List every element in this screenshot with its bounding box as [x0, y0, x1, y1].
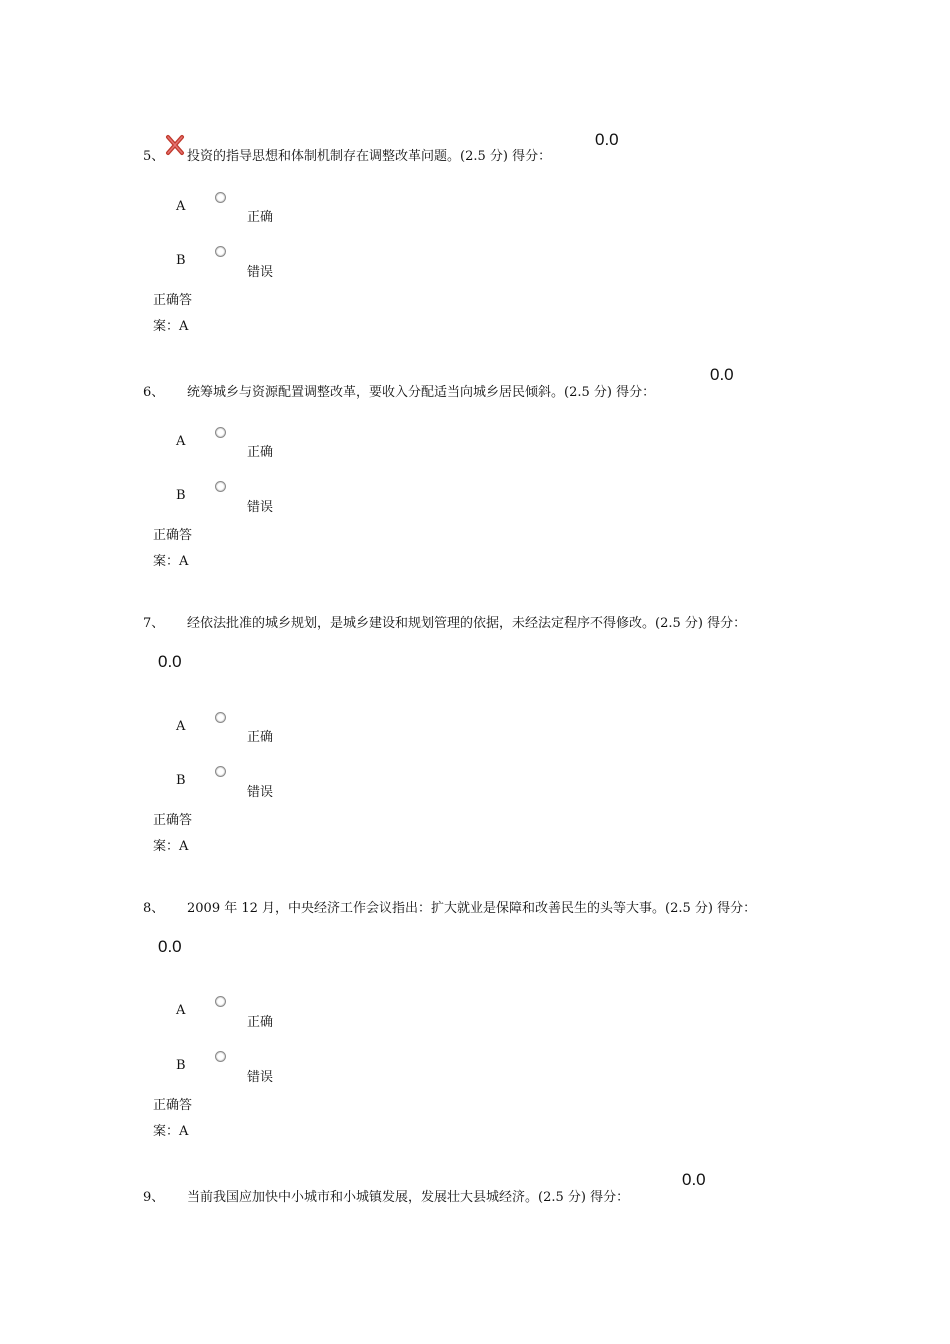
question-number: 6、: [143, 385, 165, 400]
question-text: 经依法批准的城乡规划，是城乡建设和规划管理的依据，未经法定程序不得修改。(2.5 分) 得分：: [187, 616, 747, 631]
option-a-label: 正确: [247, 730, 274, 745]
option-b-radio[interactable]: [215, 481, 226, 492]
option-letter-a: A: [176, 199, 186, 214]
question-number: 5、: [143, 149, 165, 164]
score-value: 0.0: [682, 1170, 706, 1189]
option-a-radio[interactable]: [215, 996, 226, 1007]
score-value: 0.0: [158, 937, 182, 956]
correct-answer-value: 案：A: [153, 319, 189, 334]
option-letter-a: A: [176, 1003, 186, 1018]
score-value: 0.0: [158, 652, 182, 671]
option-a-label: 正确: [247, 445, 274, 460]
correct-answer-value: 案：A: [153, 839, 189, 854]
option-letter-a: A: [176, 434, 186, 449]
option-letter-b: B: [176, 488, 186, 503]
option-letter-b: B: [176, 773, 186, 788]
option-letter-b: B: [176, 253, 186, 268]
score-value: 0.0: [595, 130, 619, 149]
question-number: 9、: [143, 1190, 165, 1205]
option-a-radio[interactable]: [215, 712, 226, 723]
correct-answer-label: 正确答: [153, 813, 193, 828]
correct-answer: [153, 523, 192, 575]
question-number: 7、: [143, 616, 165, 631]
option-b-radio[interactable]: [215, 766, 226, 777]
wrong-mark-icon: [165, 134, 185, 156]
correct-answer-label: 正确答: [153, 528, 193, 543]
option-letter-b: B: [176, 1058, 186, 1073]
option-b-label: 错误: [247, 1070, 274, 1085]
question-text: 2009 年 12 月，中央经济工作会议指出：扩大就业是保障和改善民生的头等大事。(2.5 分) 得分：: [187, 901, 757, 916]
question-text: 统筹城乡与资源配置调整改革，要收入分配适当向城乡居民倾斜。(2.5 分) 得分：: [187, 385, 656, 400]
correct-answer-label: 正确答: [153, 293, 193, 308]
correct-answer-label: 正确答: [153, 1098, 193, 1113]
correct-answer: [153, 288, 192, 340]
score-value: 0.0: [710, 365, 734, 384]
option-letter-a: A: [176, 719, 186, 734]
option-b-label: 错误: [247, 265, 274, 280]
question-text: 投资的指导思想和体制机制存在调整改革问题。(2.5 分) 得分：: [187, 149, 552, 164]
option-a-label: 正确: [247, 210, 274, 225]
correct-answer: [153, 1093, 192, 1145]
correct-answer: [153, 808, 192, 860]
option-b-label: 错误: [247, 785, 274, 800]
option-b-label: 错误: [247, 500, 274, 515]
correct-answer-value: 案：A: [153, 554, 189, 569]
option-a-radio[interactable]: [215, 192, 226, 203]
question-number: 8、: [143, 901, 165, 916]
correct-answer-value: 案：A: [153, 1124, 189, 1139]
option-b-radio[interactable]: [215, 246, 226, 257]
question-text: 当前我国应加快中小城市和小城镇发展，发展壮大县城经济。(2.5 分) 得分：: [187, 1190, 630, 1205]
option-a-radio[interactable]: [215, 427, 226, 438]
option-a-label: 正确: [247, 1015, 274, 1030]
option-b-radio[interactable]: [215, 1051, 226, 1062]
